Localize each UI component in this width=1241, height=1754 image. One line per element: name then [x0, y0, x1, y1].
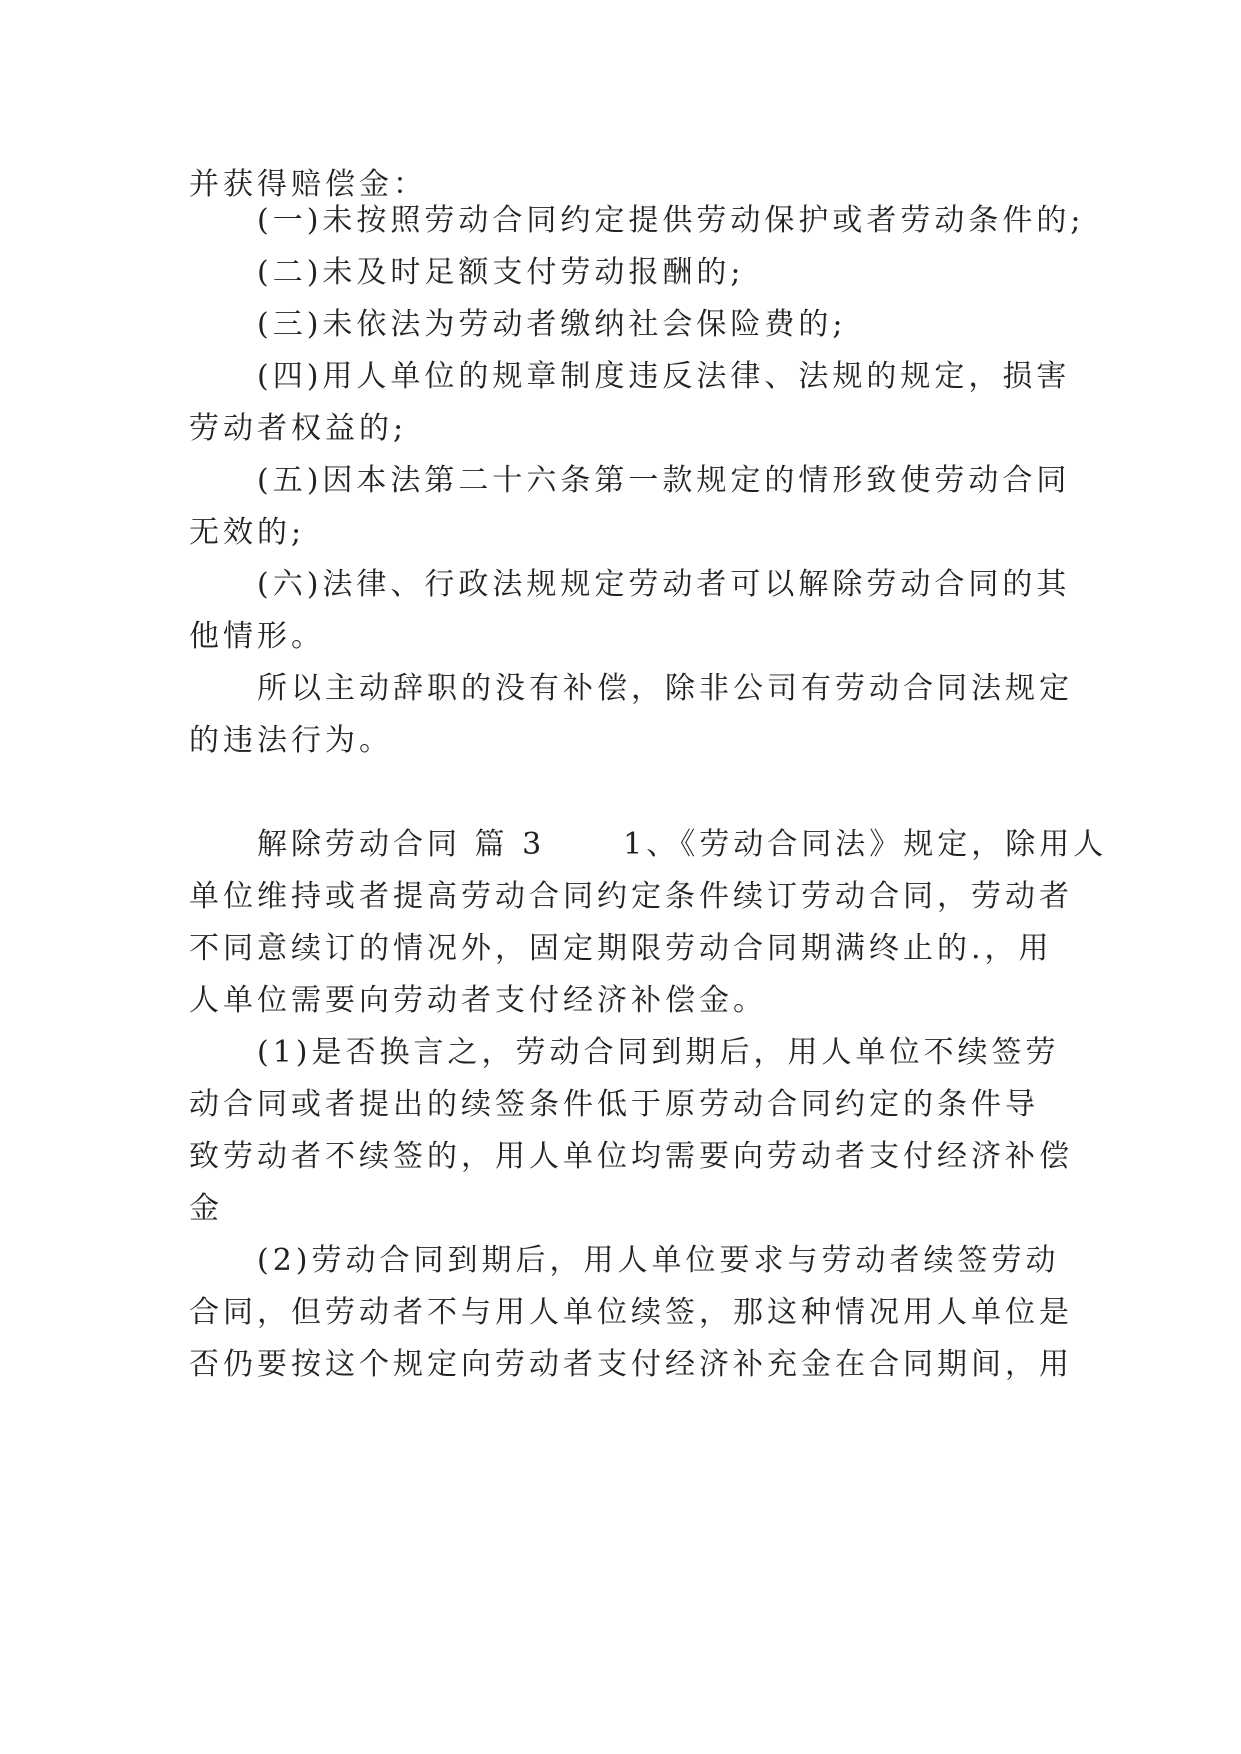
- text-line: 劳动者权益的;: [189, 411, 408, 446]
- text-line: (五)因本法第二十六条第一款规定的情形致使劳动合同: [257, 463, 1071, 498]
- text-line: 的违法行为。: [189, 723, 393, 758]
- text-line: 合同，但劳动者不与用人单位续签，那这种情况用人单位是: [189, 1295, 1073, 1330]
- text-line: 不同意续订的情况外，固定期限劳动合同期满终止的.，用: [189, 931, 1053, 966]
- text-line: 致劳动者不续签的，用人单位均需要向劳动者支付经济补偿: [189, 1139, 1073, 1174]
- text-line: (二)未及时足额支付劳动报酬的;: [257, 255, 745, 290]
- section-title: 解除劳动合同 篇 3: [257, 827, 546, 862]
- section-heading-line: [257, 828, 1137, 862]
- text-line: 单位维持或者提高劳动合同约定条件续订劳动合同，劳动者: [189, 879, 1073, 914]
- text-line: 所以主动辞职的没有补偿，除非公司有劳动合同法规定: [257, 671, 1073, 706]
- text-line: 动合同或者提出的续签条件低于原劳动合同约定的条件导: [189, 1087, 1039, 1122]
- section-first-line: 1、《劳动合同法》规定，除用人: [623, 827, 1108, 862]
- text-line: 金: [189, 1191, 223, 1226]
- text-line: (1)是否换言之，劳动合同到期后，用人单位不续签劳: [257, 1035, 1060, 1070]
- text-line: (六)法律、行政法规规定劳动者可以解除劳动合同的其: [257, 567, 1071, 602]
- text-line: 无效的;: [189, 515, 306, 550]
- text-line: 并获得赔偿金：: [189, 167, 427, 202]
- text-line: 否仍要按这个规定向劳动者支付经济补充金在合同期间，用: [189, 1347, 1073, 1382]
- text-line: 人单位需要向劳动者支付经济补偿金。: [189, 983, 767, 1018]
- text-line: 他情形。: [189, 619, 325, 654]
- text-line: (2)劳动合同到期后，用人单位要求与劳动者续签劳动: [257, 1243, 1060, 1278]
- text-line: (三)未依法为劳动者缴纳社会保险费的;: [257, 307, 847, 342]
- text-line: (四)用人单位的规章制度违反法律、法规的规定，损害: [257, 359, 1071, 394]
- text-line: (一)未按照劳动合同约定提供劳动保护或者劳动条件的;: [257, 203, 1085, 238]
